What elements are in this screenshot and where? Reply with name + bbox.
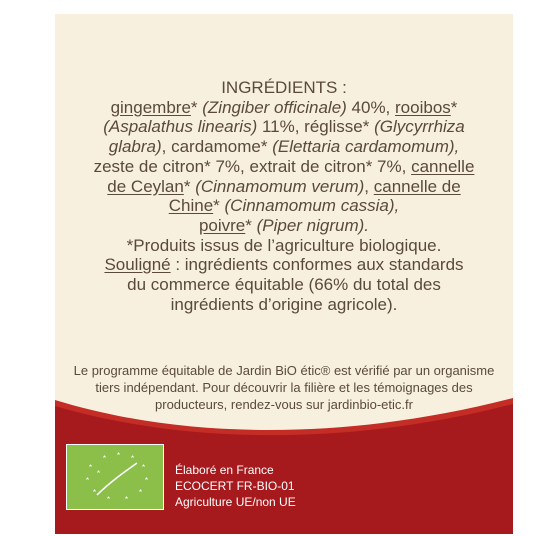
leaf-star — [142, 464, 145, 467]
ingredient-text: , — [364, 176, 374, 196]
leaf-star — [107, 496, 110, 499]
ingredients-title: INGRÉDIENTS : — [221, 78, 347, 97]
latin-name: (Cinnamomum cassia), — [224, 196, 400, 216]
ingredient-text: * — [213, 196, 225, 216]
underlined-keyword: Souligné — [104, 255, 171, 275]
ingredient-text: * — [183, 176, 196, 196]
latin-name: (Aspalathus linearis) — [103, 117, 258, 137]
program-line: producteurs, rendez-vous sur jardinbio-etic.fr — [155, 397, 413, 412]
leaf-star — [139, 489, 142, 492]
latin-name: glabra) — [108, 137, 162, 157]
leaf-star — [103, 455, 106, 458]
leaf-stem — [97, 463, 137, 495]
certification-block — [175, 462, 296, 510]
underlined-ingredient: rooibos — [395, 97, 451, 117]
ingredient-text: 11%, réglisse* — [257, 117, 375, 137]
ingredient-text: * — [245, 215, 257, 235]
leaf-star — [117, 452, 120, 455]
leaf-star — [145, 477, 148, 480]
latin-name: (Zingiber officinale) — [202, 97, 347, 117]
leaf-star — [125, 496, 128, 499]
fairtrade-note-text: : ingrédients conformes aux standards — [170, 255, 464, 275]
cert-agriculture: Agriculture UE/non UE — [175, 495, 296, 509]
cert-origin: Élaboré en France — [175, 463, 274, 477]
eu-organic-leaf-icon — [67, 445, 163, 509]
label-panel — [55, 14, 513, 534]
organic-footnote: *Produits issus de l’agriculture biologique. — [126, 235, 442, 255]
latin-name: (Piper nigrum). — [256, 215, 370, 235]
underlined-ingredient: cannelle de — [373, 176, 461, 196]
leaf-star — [89, 464, 92, 467]
ingredient-text: zeste de citron* 7%, extrait de citron* 7%, — [93, 156, 412, 176]
underlined-ingredient: cannelle — [411, 156, 475, 176]
fairtrade-note-line: ingrédients d’origine agricole). — [170, 294, 398, 314]
leaf-star — [86, 477, 89, 480]
latin-name: (Glycyrrhiza — [374, 117, 465, 137]
leaf-star — [97, 470, 100, 473]
underlined-ingredient: poivre — [198, 215, 246, 235]
latin-name: (Elettaria cardamomum), — [272, 137, 460, 157]
underlined-ingredient: Chine — [168, 196, 214, 216]
leaf-star — [93, 489, 96, 492]
ingredient-text: * — [190, 97, 203, 117]
fairtrade-note-line: du commerce équitable (66% du total des — [127, 275, 441, 295]
program-line: tiers indépendant. Pour découvrir la filière et les témoignages des — [95, 380, 473, 395]
ingredient-text: 40%, — [346, 97, 396, 117]
underlined-ingredient: de Ceylan — [107, 176, 184, 196]
ingredient-text: * — [450, 97, 458, 117]
ingredient-text: , cardamome* — [161, 137, 273, 157]
cert-code: ECOCERT FR-BIO-01 — [175, 479, 295, 493]
underlined-ingredient: gingembre — [110, 97, 191, 117]
eu-organic-logo — [66, 444, 164, 510]
latin-name: (Cinnamomum verum) — [195, 176, 365, 196]
leaf-star — [131, 455, 134, 458]
program-line: Le programme équitable de Jardin BiO étic® est vérifié par un organisme — [73, 363, 495, 378]
